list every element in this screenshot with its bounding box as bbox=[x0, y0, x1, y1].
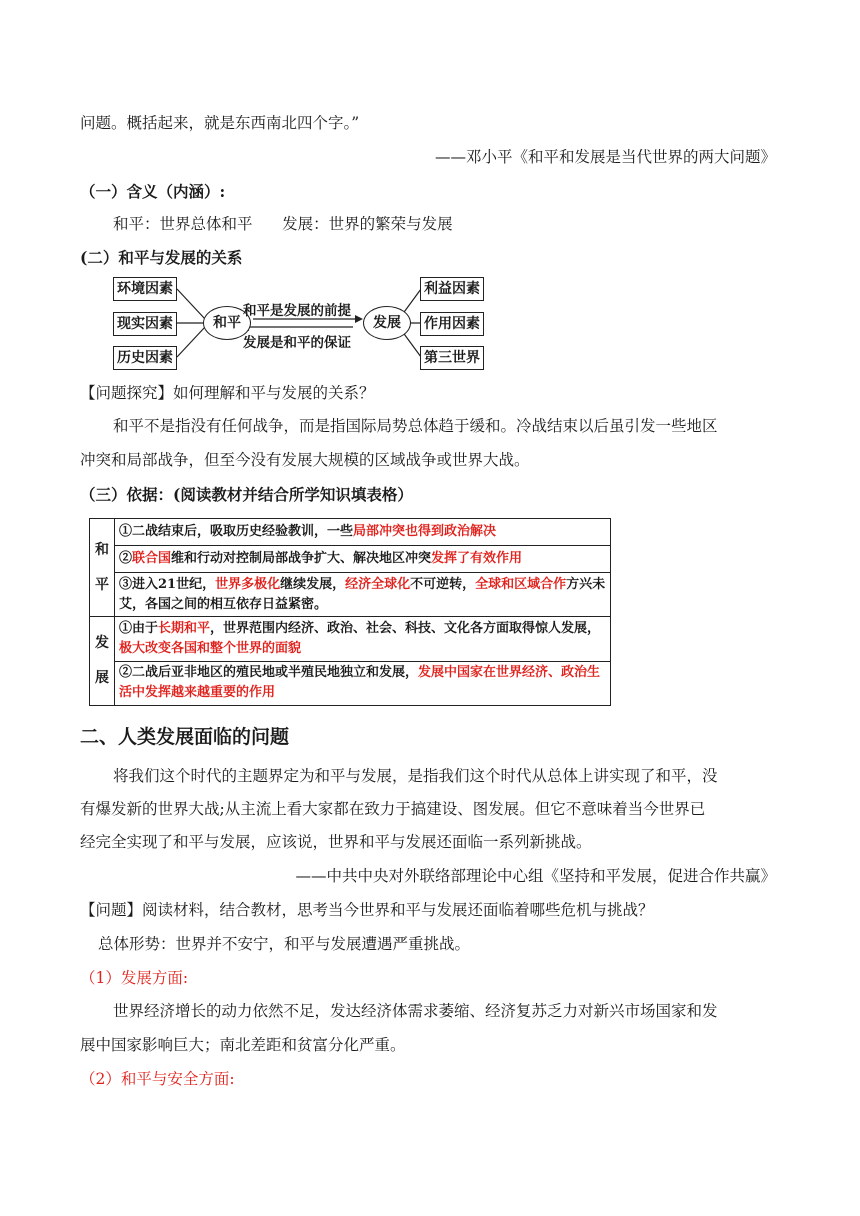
oval-peace: 和平 bbox=[203, 306, 251, 340]
citation-deng: ——邓小平《和平和发展是当代世界的两大问题》 bbox=[434, 148, 776, 166]
cell-text: 方兴未艾，各国之间的相互依存日益紧密。 bbox=[119, 576, 606, 612]
peace-development-diagram bbox=[113, 277, 493, 369]
cell-text: ③进入21世纪， bbox=[119, 576, 216, 592]
question-label: 【问题】 bbox=[80, 901, 143, 919]
answer-line-1: 和平不是指没有任何战争，而是指国际局势总体趋于缓和。冷战结束以后虽引发一些地区 bbox=[113, 417, 718, 435]
arrow-label-top: 和平是发展的前提 bbox=[243, 303, 351, 319]
cell-text: 不可逆转， bbox=[410, 576, 476, 592]
answer-line-2: 冲突和局部战争，但至今没有发展大规模的区域战争或世界大战。 bbox=[80, 451, 530, 469]
part2-para-line3: 经完全实现了和平与发展，应该说，世界和平与发展还面临一系列新挑战。 bbox=[80, 833, 592, 851]
box-role-factor: 作用因素 bbox=[420, 312, 484, 336]
peace-row-1 bbox=[115, 519, 611, 546]
cell-text: 维和行动对控制局部战争扩大、解决地区冲突 bbox=[171, 551, 432, 566]
section3-heading: （三）依据：(阅读教材并结合所学知识填表格） bbox=[80, 485, 413, 504]
peace-row-3 bbox=[115, 573, 611, 617]
peace-side-label bbox=[90, 519, 115, 617]
sub2-heading: （2）和平与安全方面: bbox=[80, 1070, 235, 1088]
oval-development: 发展 bbox=[363, 306, 411, 340]
part2-heading: 二、人类发展面临的问题 bbox=[80, 726, 290, 748]
section2-heading: (二）和平与发展的关系 bbox=[80, 248, 243, 267]
development-char-2: 展 bbox=[95, 669, 109, 686]
sub1-line1: 世界经济增长的动力依然不足，发达经济体需求萎缩、经济复苏乏力对新兴市场国家和发 bbox=[113, 1002, 718, 1020]
basis-table bbox=[89, 518, 611, 706]
inquiry-line bbox=[80, 381, 375, 403]
cell-text: ①由于 bbox=[119, 621, 159, 637]
cell-text: ，世界范围内经济、政治、社会、科技、文化各方面取得惊人发展， bbox=[210, 621, 601, 637]
peace-row-2 bbox=[115, 546, 611, 573]
highlight-text: 发展中国家在世界经济、政治生活中发挥越来越重要的作用 bbox=[119, 665, 601, 701]
cell-text: ①二战结束后，吸取历史经验教训，一些 bbox=[119, 524, 354, 539]
overall-situation: 总体形势：世界并不安宁，和平与发展遭遇严重挑战。 bbox=[98, 935, 471, 953]
highlight-text: 局部冲突也得到政治解决 bbox=[353, 524, 497, 539]
section1-content: 和平：世界总体和平 发展：世界的繁荣与发展 bbox=[113, 215, 453, 233]
cell-text: ② bbox=[119, 551, 133, 566]
development-row-2 bbox=[115, 662, 611, 705]
development-char-1: 发 bbox=[95, 635, 109, 651]
part2-para-line1: 将我们这个时代的主题界定为和平与发展，是指我们这个时代从总体上讲实现了和平，没 bbox=[113, 767, 718, 785]
highlight-text: 极大改变各国和整个世界的面貌 bbox=[119, 641, 302, 657]
intro-text: 问题。概括起来，就是东西南北四个字。” bbox=[80, 114, 360, 132]
part2-para-line2: 有爆发新的世界大战;从主流上看大家都在致力于搞建设、图发展。但它不意味着当今世界已 bbox=[80, 800, 706, 818]
cell-text: ②二战后亚非地区的殖民地或半殖民地独立和发展， bbox=[119, 665, 419, 681]
section1-heading: （一）含义（内涵）: bbox=[80, 182, 226, 201]
cell-text: 继续发展， bbox=[280, 576, 346, 592]
sub1-line2: 展中国家影响巨大；南北差距和贫富分化严重。 bbox=[80, 1036, 406, 1054]
development-row-1 bbox=[115, 617, 611, 662]
highlight-text: 长期和平 bbox=[158, 621, 211, 637]
peace-char-1: 和 bbox=[95, 541, 109, 558]
question-line bbox=[80, 898, 654, 920]
box-interest-factor: 利益因素 bbox=[420, 277, 484, 301]
box-third-world: 第三世界 bbox=[420, 346, 484, 370]
highlight-text: 发挥了有效作用 bbox=[431, 551, 523, 566]
box-reality-factor: 现实因素 bbox=[113, 312, 177, 336]
highlight-text: 经济全球化 bbox=[345, 576, 411, 592]
highlight-text: 联合国 bbox=[132, 551, 172, 566]
highlight-text: 全球和区域合作 bbox=[475, 576, 567, 592]
development-side-label bbox=[90, 617, 115, 706]
box-history-factor: 历史因素 bbox=[113, 346, 177, 370]
citation-cpc: ——中共中央对外联络部理论中心组《坚持和平发展，促进合作共赢》 bbox=[295, 867, 776, 885]
inquiry-question: 如何理解和平与发展的关系？ bbox=[173, 384, 375, 402]
highlight-text: 世界多极化 bbox=[215, 576, 281, 592]
question-text: 阅读材料，结合教材，思考当今世界和平与发展还面临着哪些危机与挑战？ bbox=[142, 901, 654, 919]
box-environment-factor: 环境因素 bbox=[113, 277, 177, 301]
inquiry-label: 【问题探究】 bbox=[80, 384, 174, 402]
arrow-label-bottom: 发展是和平的保证 bbox=[243, 335, 351, 351]
sub1-heading: （1）发展方面: bbox=[80, 969, 189, 987]
peace-char-2: 平 bbox=[95, 576, 109, 593]
